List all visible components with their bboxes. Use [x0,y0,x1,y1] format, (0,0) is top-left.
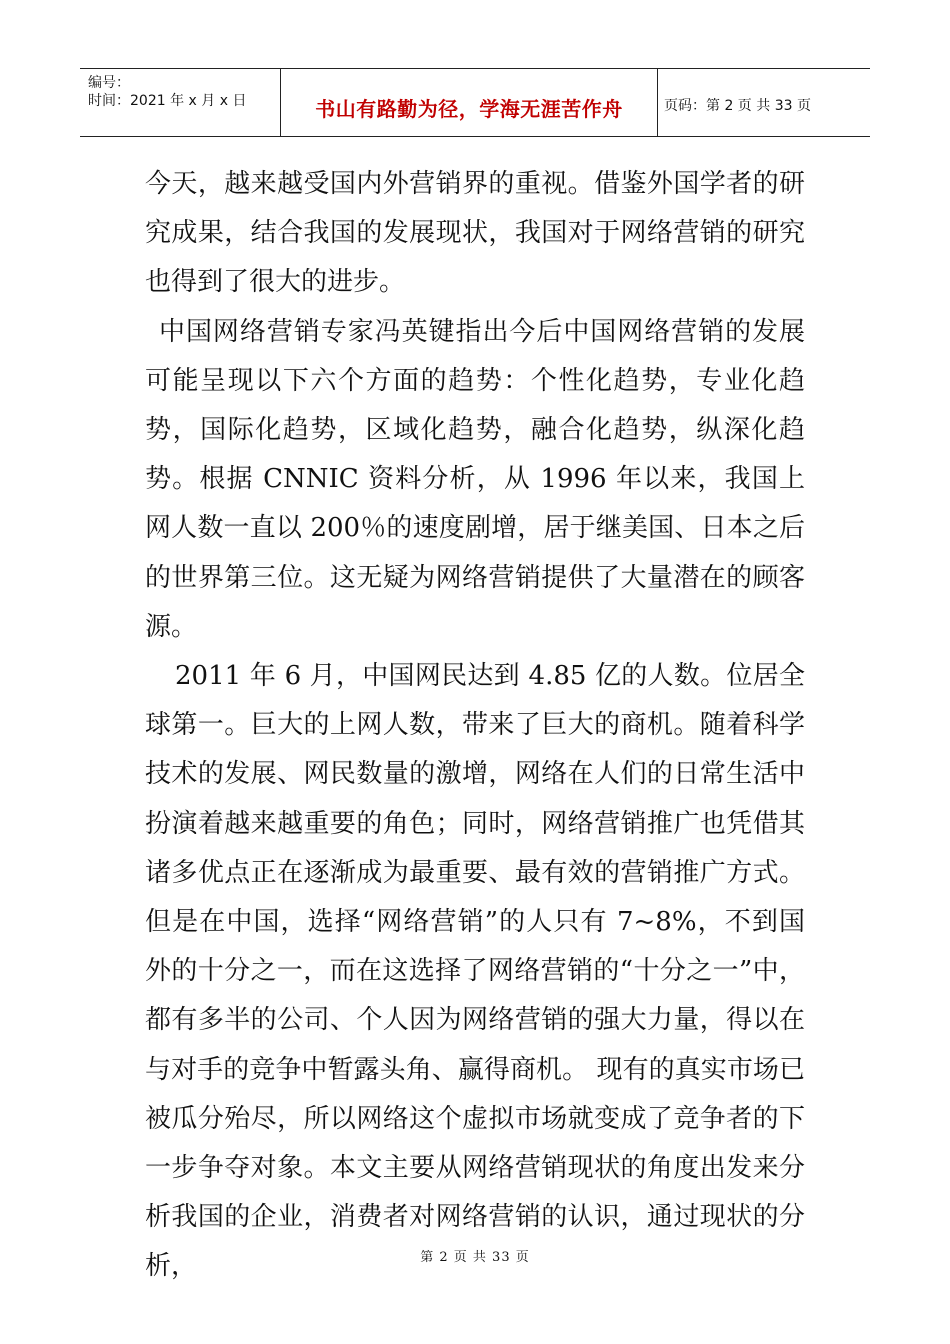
page-footer: 第 2 页 共 33 页 [420,1250,530,1265]
header-motto: 书山有路勤为径，学海无涯苦作舟 [315,97,623,121]
header-page-info: 页码：第 2 页 共 33 页 [664,98,811,114]
header-page-cell [657,69,870,136]
document-number-label: 编号： [88,75,130,91]
header-meta-cell [80,69,280,136]
body-paragraph: 2011 年 6 月，中国网民达到 4.85 亿的人数。位居全球第一。巨大的上网人数，带来了巨大的商机。随着科学技术的发展、网民数量的激增，网络在人们的日常生活中扮演着越来越重要的角色；同时，网络营销推广也凭借其诸多优点正在逐渐成为最重要、最有效的营销推广方式。但是在中国，选择“网络营销”的人只有 7~8%，不到国外的十分之一，而在这选择了网络营销的“十分之一”中，都有多半的公司、个人因为网络营销的强大力量，得以在与对手的竞争中暂露头角、赢得商机。 现有的真实市场已被瓜分殆尽，所以网络这个虚拟市场就变成了竞争者的下一步争夺对象。本文主要从网络营销现状的角度出发来分析我国的企业，消费者对网络营销的认识，通过现状的分析， [145,661,805,1282]
body-paragraph: 中国网络营销专家冯英键指出今后中国网络营销的发展可能呈现以下六个方面的趋势：个性化趋势，专业化趋势，国际化趋势，区域化趋势，融合化趋势，纵深化趋势。根据 CNNIC 资料分析，从 1996 年以来，我国上网人数一直以 200％的速度剧增，居于继美国、日本之后的世界第三位。这无疑为网络营销提供了大量潜在的顾客源。 [145,316,805,642]
header-motto-cell [280,69,658,136]
document-body [145,160,805,1292]
body-paragraph: 今天，越来越受国内外营销界的重视。借鉴外国学者的研究成果，结合我国的发展现状，我国对于网络营销的研究也得到了很大的进步。 [145,169,805,298]
page-header [80,68,870,137]
document-date-label: 时间：2021 年 x 月 x 日 [88,93,247,109]
